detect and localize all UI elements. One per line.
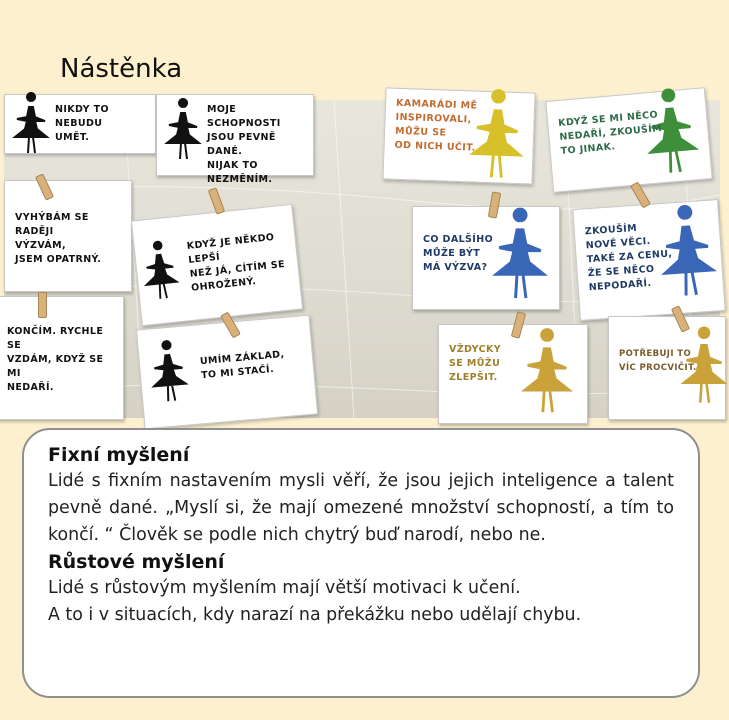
card-try-new-things xyxy=(572,199,725,321)
fixed-mindset-heading: Fixní myšlení xyxy=(48,444,190,466)
card-friends-inspired xyxy=(382,87,535,184)
growth-mindset-text-2: A to i v situacích, kdy narazí na překážku nebo udělají chybu. xyxy=(48,605,582,625)
card-text: VYHÝBÁM SE RADĚJI VÝZVÁM, JSEM OPATRNÝ. xyxy=(15,212,102,265)
card-text: CO DALŠÍHO MŮŽE BÝT MÁ VÝZVA? xyxy=(423,234,494,273)
card-text: KDYŽ SE MI NĚCO NEDAŘÍ, ZKOUŠÍM TO JINAK. xyxy=(557,109,663,157)
card-feel-threatened xyxy=(131,204,303,326)
mindset-text-box xyxy=(22,428,700,698)
card-need-practice xyxy=(608,316,726,420)
card-text: ZKOUŠÍM NOVÉ VĚCI. TAKÉ ZA CENU, ŽE SE NĚCO NEPODAŘÍ. xyxy=(584,222,673,294)
card-text: POTŘEBUJI TO VÍC PROCVIČIT. xyxy=(619,349,697,373)
card-give-up xyxy=(0,296,124,420)
card-text: KDYŽ JE NĚKDO LEPŠÍ NEŽ JÁ, CÍTÍM SE OHROŽENÝ. xyxy=(186,231,286,294)
ballerina-icon xyxy=(163,99,203,165)
bulletin-board-photo xyxy=(4,97,720,418)
card-avoid-challenges xyxy=(4,180,132,292)
card-text: UMÍM ZÁKLAD, TO MI STAČÍ. xyxy=(199,348,285,382)
ballerina-icon xyxy=(138,235,183,311)
growth-mindset-text-1: Lidé s růstovým myšlením mají větší motivaci k učení. xyxy=(48,578,521,598)
page-title: Nástěnka xyxy=(60,54,183,84)
fixed-mindset-text: Lidé s fixním nastavením mysli věří, že jsou jejich inteligence a talent pevně dané. „Myslí si, že mají omezené množství schopností, a tím to končí. “ Člověk se podle nich chytrý buď narodí, nebo ne. xyxy=(48,471,674,545)
growth-mindset-heading: Růstové myšlení xyxy=(48,551,225,573)
card-text: NIKDY TO NEBUDU UMĚT. xyxy=(55,104,109,143)
card-text: KONČÍM. RYCHLE SE VZDÁM, KDYŽ SE MI NEDAŘÍ. xyxy=(7,326,104,393)
ballerina-icon xyxy=(146,334,192,413)
card-abilities-fixed xyxy=(156,94,314,185)
card-text: VŽDYCKY SE MŮŽU ZLEPŠIT. xyxy=(449,344,501,383)
card-never-learn xyxy=(4,94,156,154)
card-text: MOJE SCHOPNOSTI JSOU PEVNĚ DANÉ. NIJAK TO NEZMĚNÍM. xyxy=(207,104,281,185)
ballerina-icon xyxy=(11,97,51,155)
clothespin xyxy=(38,292,47,318)
card-next-challenge xyxy=(412,206,560,310)
card-basics-enough xyxy=(136,315,318,430)
card-can-improve xyxy=(438,324,588,424)
card-text: KAMARÁDI MĚ INSPIROVALI, MŮŽU SE OD NICH UČIT. xyxy=(394,97,478,154)
card-try-differently xyxy=(545,87,712,193)
clothespin xyxy=(208,187,225,215)
